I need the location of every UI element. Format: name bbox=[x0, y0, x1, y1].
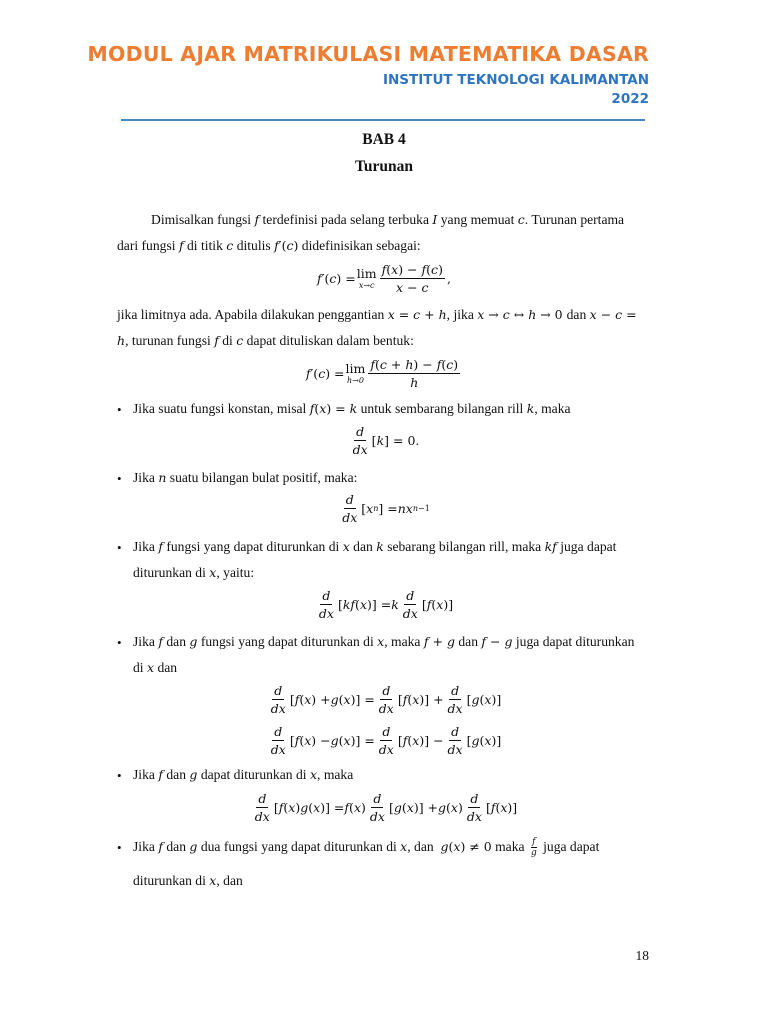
rule-product-text: Jika f dan g dapat diturunkan di x, maka bbox=[133, 767, 354, 782]
rule-sum-difference-text: Jika f dan g fungsi yang dapat diturunkan di x, maka f + g dan f − g juga dapat diturunkan di x dan bbox=[133, 634, 635, 675]
chapter-title: Turunan bbox=[354, 158, 414, 175]
substitution-paragraph: jika limitnya ada. Apabila dilakukan penggantian x = c + h, jika x → c ↔ h → 0 dan x − c = bbox=[117, 307, 637, 322]
bullet-marker: • bbox=[117, 402, 122, 417]
intro-paragraph: Dimisalkan fungsi f terdefinisi pada selang terbuka I yang memuat c. Turunan pertama bbox=[151, 212, 625, 227]
rule-constant-multiple-text: Jika f fungsi yang dapat diturunkan di x dan k sebarang bilangan rill, maka kf juga dapat diturunkan di x, yaitu: bbox=[133, 539, 617, 580]
intro-line-2: dari fungsi f di titik c ditulis f′(c) didefinisikan sebagai: bbox=[117, 238, 421, 253]
derivative-definition-equation: f ′( c ) = lim x→c $\frac{f(x) - f(c)}{x - c}$ , bbox=[317, 262, 451, 295]
sum-rule-equation: $\frac{d}{dx}$ [ f ( x ) + g ( x )] = $\frac{d}{dx}$ [ f ( x )] + $\frac{d}{dx}$ [ g ( x )] bbox=[270, 683, 502, 716]
institution-name: INSTITUT TEKNOLOGI KALIMANTAN bbox=[382, 72, 649, 88]
bullet-marker: • bbox=[117, 540, 122, 555]
product-rule-equation: $\frac{d}{dx}$ [ f ( x ) g ( x )] = f ( x ) $\frac{d}{dx}$ [ g ( x )] + g ( x ) $\frac{d}{dx}$ [ f ( x )] bbox=[254, 791, 518, 824]
rule-power-text: Jika n suatu bilangan bulat positif, maka: bbox=[133, 470, 358, 485]
bullet-marker: • bbox=[117, 768, 122, 783]
bullet-marker: • bbox=[117, 635, 122, 650]
bullet-marker: • bbox=[117, 471, 122, 486]
substitution-line-2: h, turunan fungsi f di c dapat dituliskan dalam bentuk: bbox=[117, 333, 414, 348]
derivative-h-form-equation: f ′( c ) = lim h→0 $\frac{f(c + h) - f(c)}{h}$ bbox=[305, 357, 459, 390]
chapter-number: BAB 4 bbox=[362, 131, 406, 148]
header-divider bbox=[121, 119, 645, 121]
module-title: MODUL AJAR MATRIKULASI MATEMATIKA DASAR bbox=[87, 42, 649, 66]
power-rule-equation: $\frac{d}{dx}$ [ x n ] = nx n−1 bbox=[342, 492, 430, 525]
module-year: 2022 bbox=[611, 91, 649, 107]
bullet-marker: • bbox=[117, 840, 122, 855]
rule-constant-text: Jika suatu fungsi konstan, misal f(x) = k untuk sembarang bilangan rill k, maka bbox=[133, 401, 571, 416]
constant-rule-equation: $\frac{d}{dx}$ [ k ] = 0. bbox=[352, 424, 420, 457]
page-number: 18 bbox=[635, 948, 649, 963]
rule-quotient-text: Jika f dan g dua fungsi yang dapat diturunkan di x, dan g(x) ≠ 0 maka $\frac{f}{g}$ juga dapat bbox=[133, 837, 600, 859]
constant-multiple-equation: $\frac{d}{dx}$ [ kf ( x )] = k $\frac{d}{dx}$ [ f ( x )] bbox=[318, 588, 454, 621]
rule-quotient-line-2: diturunkan di x, dan bbox=[133, 873, 243, 888]
difference-rule-equation: $\frac{d}{dx}$ [ f ( x ) − g ( x )] = $\frac{d}{dx}$ [ f ( x )] − $\frac{d}{dx}$ [ g ( x )] bbox=[270, 724, 502, 757]
